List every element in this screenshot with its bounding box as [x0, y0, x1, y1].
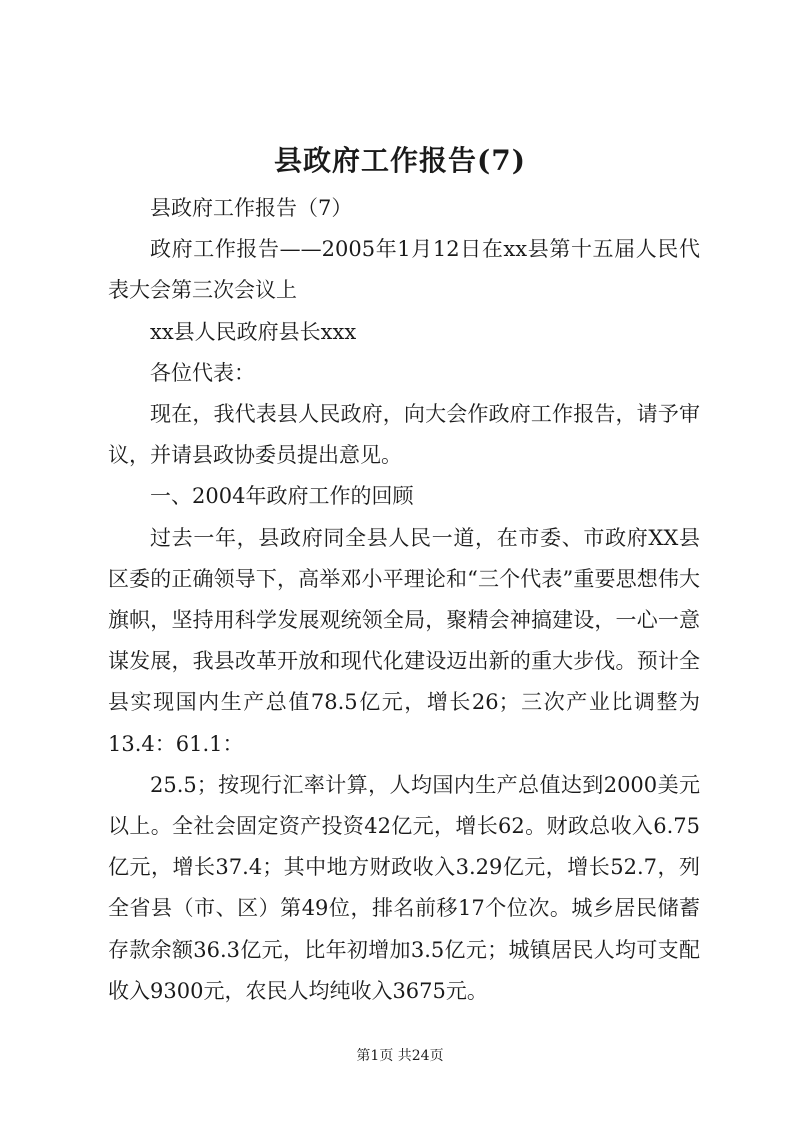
section-heading: 一、2004年政府工作的回顾	[150, 484, 414, 509]
paragraph-subtitle: 县政府工作报告（7）	[150, 196, 353, 220]
paragraph-report-info: 政府工作报告——2005年1月12日在xx县第十五届人民代表大会第三次会议上	[108, 237, 700, 303]
paragraph-review: 过去一年，县政府同全县人民一道，在市委、市政府XX县区委的正确领导下，高举邓小平理论和“三个代表”重要思想伟大旗帜，坚持用科学发展观统领全局，聚精会神搞建设，一心一意谋发展，我县改革开放和现代化建设迈出新的重大步伐。预计全县实现国内生产总值78.5亿元，增长26；三次产业比调整为13.4：61.1：	[108, 525, 700, 756]
paragraph-salutation: 各位代表：	[150, 360, 255, 385]
page-indicator: 第1页 共24页	[356, 1048, 444, 1064]
document-body	[108, 188, 700, 1012]
paragraph-intro: 现在，我代表县人民政府，向大会作政府工作报告，请予审议，并请县政协委员提出意见。	[108, 402, 700, 468]
paragraph-statistics: 25.5；按现行汇率计算，人均国内生产总值达到2000美元以上。全社会固定资产投资42亿元，增长62。财政总收入6.75亿元，增长37.4；其中地方财政收入3.29亿元，增长52.7，列全省县（市、区）第49位，排名前移17个位次。城乡居民储蓄存款余额36.3亿元，比年初增加3.5亿元；城镇居民人均可支配收入9300元，农民人均纯收入3675元。	[108, 772, 700, 1003]
paragraph-author: xx县人民政府县长xxx	[150, 319, 357, 344]
document-title: 县政府工作报告(7)	[274, 144, 526, 177]
